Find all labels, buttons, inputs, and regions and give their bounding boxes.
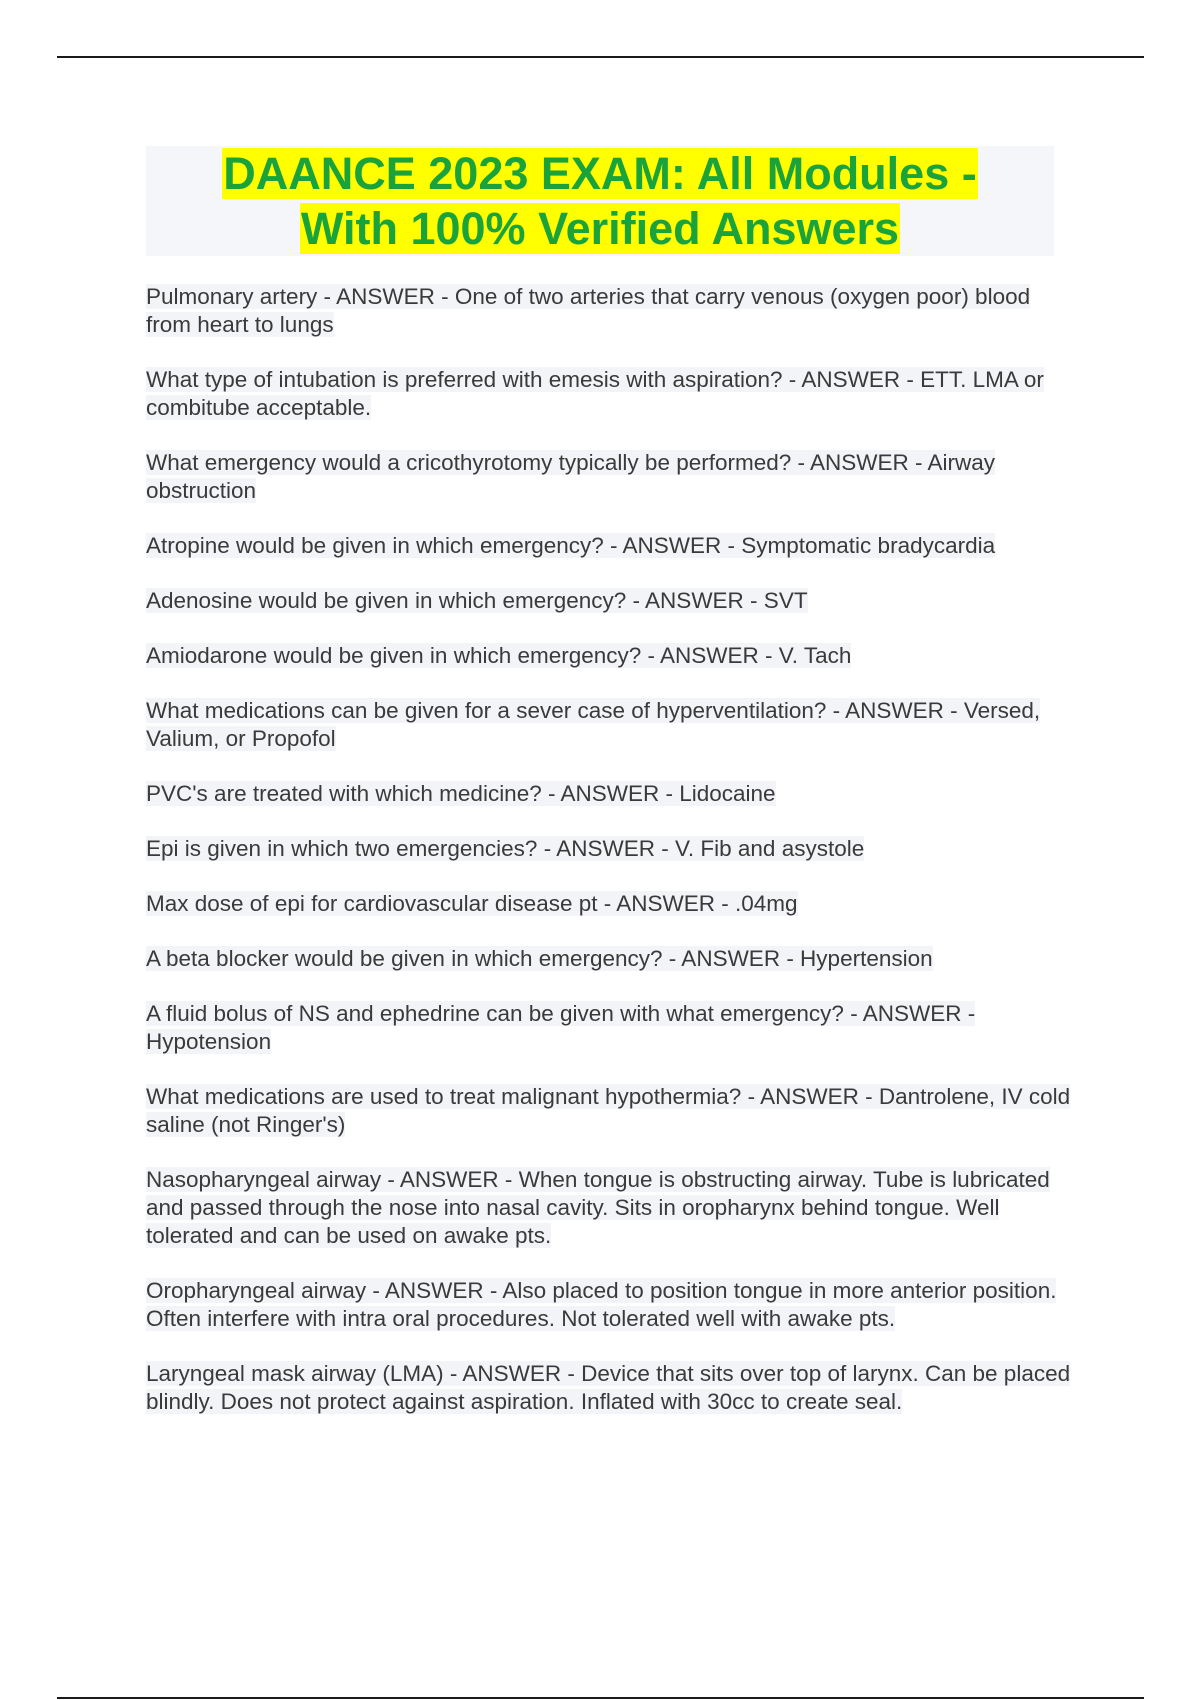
qa-entry: Nasopharyngeal airway - ANSWER - When tongue is obstructing airway. Tube is lubricated and passed through the nose into nasal cavity. Sits in oropharynx behind tongue. Well tolerated and can be used on awake pts. [146, 1167, 1050, 1248]
document-title [146, 146, 1054, 256]
qa-entry: What emergency would a cricothyrotomy typically be performed? - ANSWER - Airway obstruction [146, 450, 996, 503]
qa-entry: Max dose of epi for cardiovascular disease pt - ANSWER - .04mg [146, 891, 798, 916]
qa-entry: What medications can be given for a sever case of hyperventilation? - ANSWER - Versed, Valium, or Propofol [146, 698, 1041, 751]
qa-entry: Amiodarone would be given in which emergency? - ANSWER - V. Tach [146, 643, 852, 668]
qa-entry: Pulmonary artery - ANSWER - One of two arteries that carry venous (oxygen poor) blood from heart to lungs [146, 284, 1031, 337]
qa-entry: A fluid bolus of NS and ephedrine can be given with what emergency? - ANSWER - Hypotension [146, 1001, 976, 1054]
title-line-1: DAANCE 2023 EXAM: All Modules - [223, 148, 977, 199]
qa-entry: Epi is given in which two emergencies? - ANSWER - V. Fib and asystole [146, 836, 865, 861]
title-line-2: With 100% Verified Answers [300, 203, 900, 254]
qa-list [146, 283, 1076, 1443]
qa-entry: Laryngeal mask airway (LMA) - ANSWER - Device that sits over top of larynx. Can be placed blindly. Does not protect against aspiration. Inflated with 30cc to create seal. [146, 1361, 1071, 1414]
qa-entry: What medications are used to treat malignant hypothermia? - ANSWER - Dantrolene, IV cold saline (not Ringer's) [146, 1084, 1071, 1137]
footer-rule [57, 1697, 1144, 1699]
qa-entry: Oropharyngeal airway - ANSWER - Also placed to position tongue in more anterior position. Often interfere with intra oral procedures. Not tolerated well with awake pts. [146, 1278, 1057, 1331]
qa-entry: A beta blocker would be given in which emergency? - ANSWER - Hypertension [146, 946, 933, 971]
qa-entry: What type of intubation is preferred with emesis with aspiration? - ANSWER - ETT. LMA or combitube acceptable. [146, 367, 1044, 420]
header-rule [57, 56, 1144, 58]
qa-entry: Adenosine would be given in which emergency? - ANSWER - SVT [146, 588, 808, 613]
qa-entry: Atropine would be given in which emergency? - ANSWER - Symptomatic bradycardia [146, 533, 996, 558]
qa-entry: PVC's are treated with which medicine? - ANSWER - Lidocaine [146, 781, 776, 806]
